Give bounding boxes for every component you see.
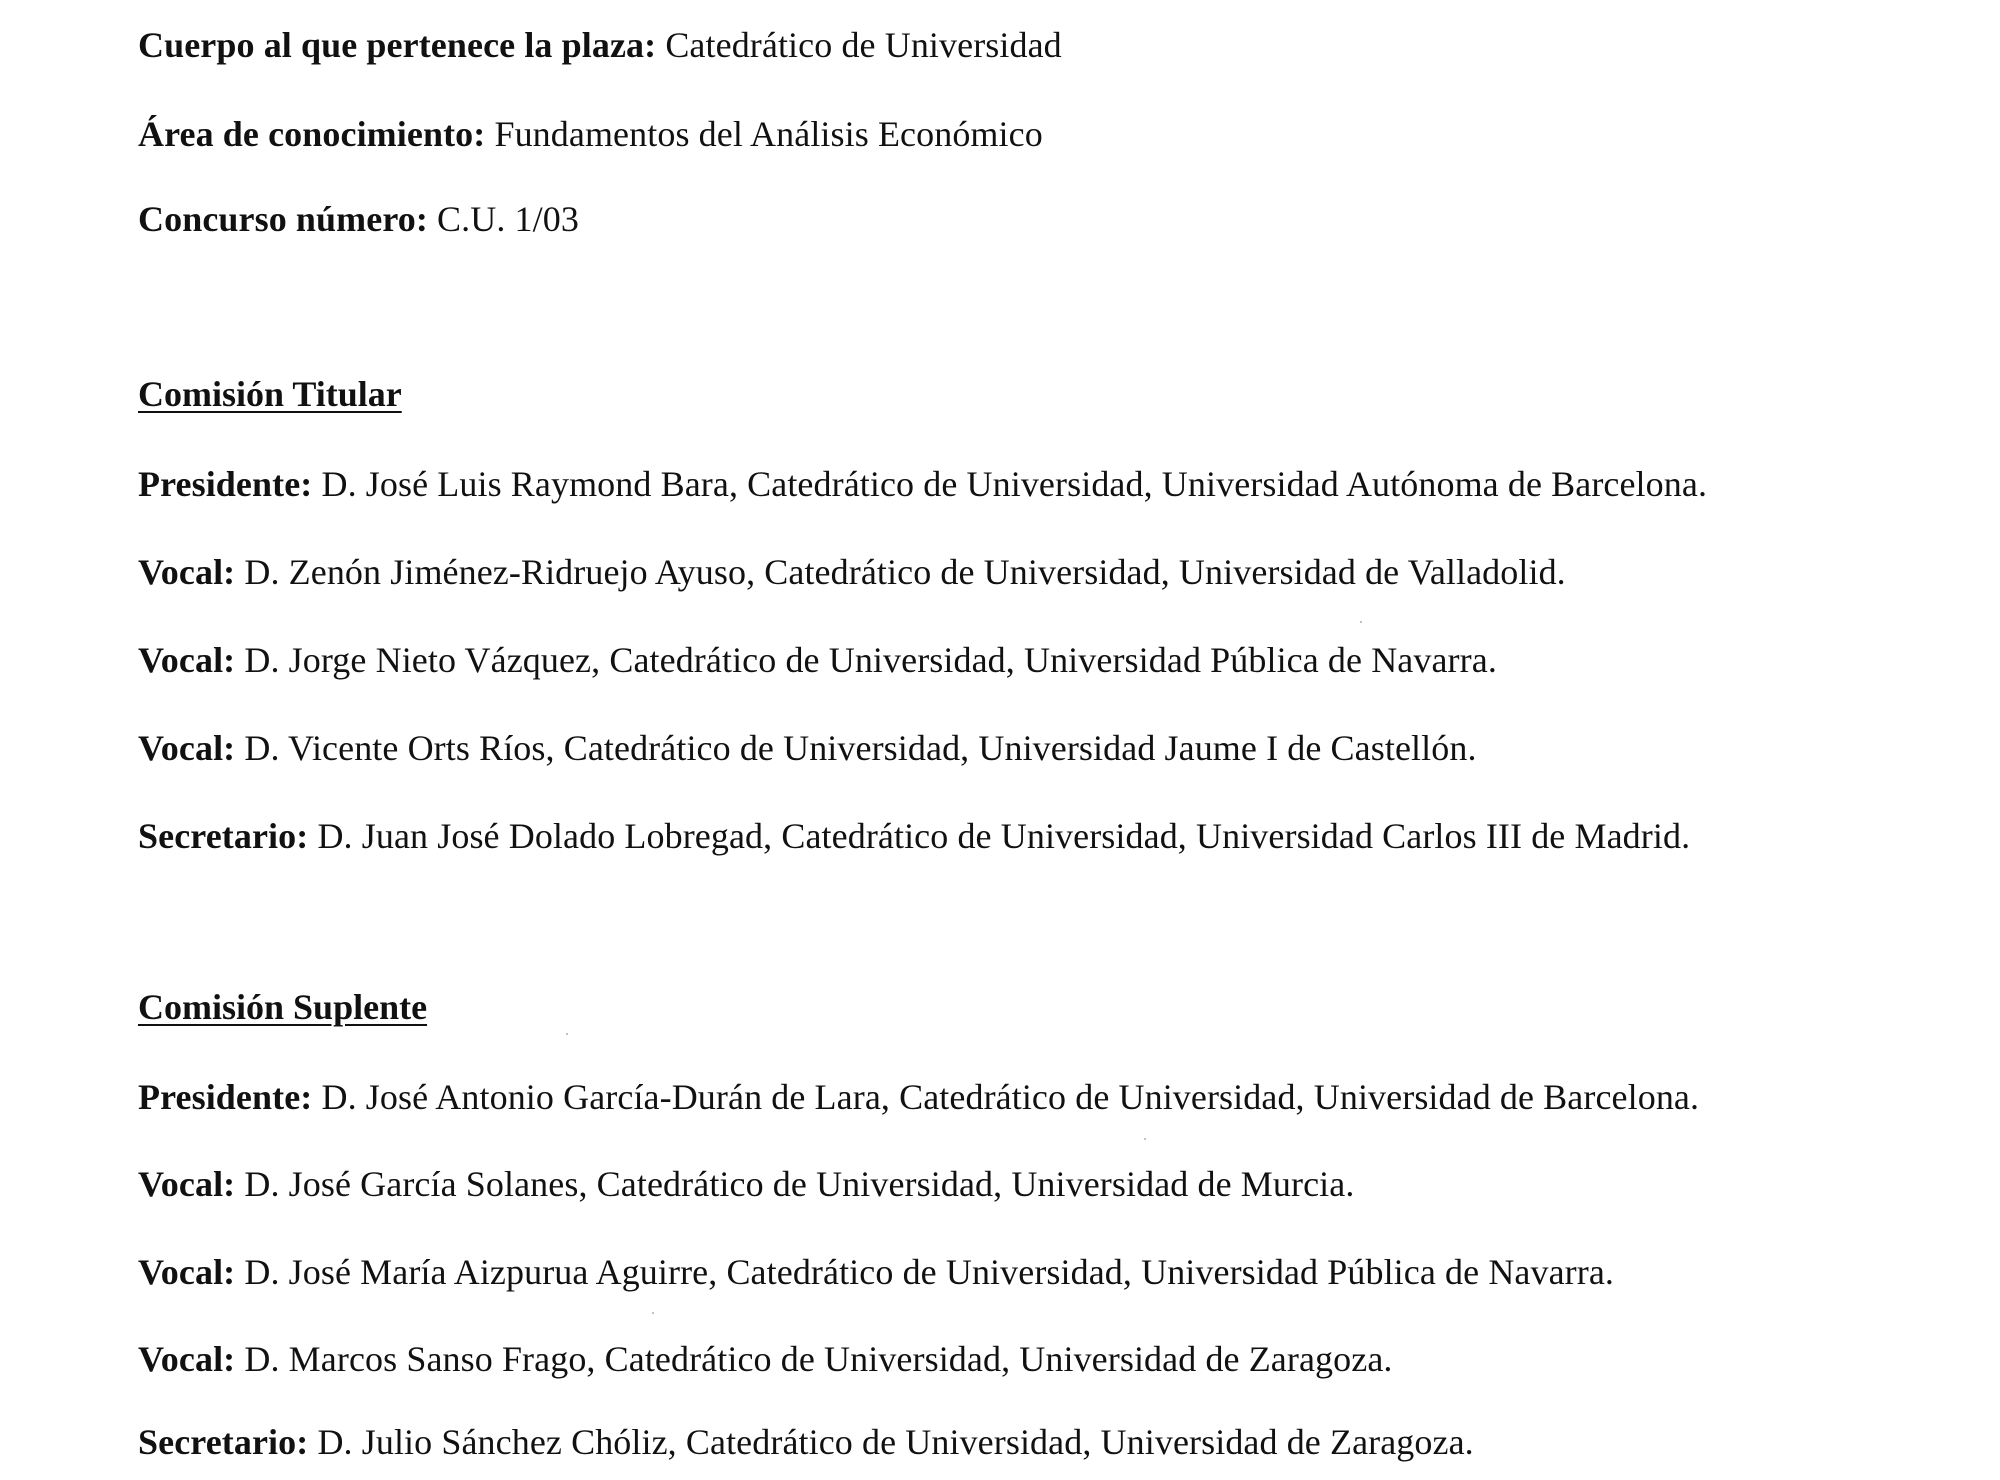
area-line <box>138 112 1043 156</box>
suplente-member <box>138 1337 1393 1381</box>
cuerpo-value: Catedrático de Universidad <box>656 25 1062 65</box>
member-text: D. Marcos Sanso Frago, Catedrático de Universidad, Universidad de Zaragoza. <box>235 1339 1393 1379</box>
area-value: Fundamentos del Análisis Económico <box>485 114 1043 154</box>
member-text: D. José Antonio García-Durán de Lara, Catedrático de Universidad, Universidad de Barcelona. <box>312 1077 1700 1117</box>
scan-speck <box>566 1033 568 1035</box>
titular-member <box>138 726 1477 770</box>
suplente-heading: Comisión Suplente <box>138 987 428 1027</box>
scan-speck <box>1360 621 1362 623</box>
concurso-line <box>138 197 579 241</box>
member-text: D. Jorge Nieto Vázquez, Catedrático de Universidad, Universidad Pública de Navarra. <box>235 640 1497 680</box>
scan-speck <box>1144 1138 1146 1140</box>
member-text: D. Zenón Jiménez-Ridruejo Ayuso, Catedrático de Universidad, Universidad de Valladolid. <box>235 552 1566 592</box>
member-text: D. José García Solanes, Catedrático de Universidad, Universidad de Murcia. <box>235 1164 1355 1204</box>
member-role: Vocal: <box>138 1252 236 1292</box>
concurso-value: C.U. 1/03 <box>427 199 579 239</box>
cuerpo-label: Cuerpo al que pertenece la plaza: <box>138 25 657 65</box>
member-role: Vocal: <box>138 640 236 680</box>
scan-speck <box>652 1312 654 1314</box>
member-role: Vocal: <box>138 1164 236 1204</box>
member-role: Vocal: <box>138 728 236 768</box>
titular-member <box>138 814 1690 858</box>
member-text: D. Julio Sánchez Chóliz, Catedrático de Universidad, Universidad de Zaragoza. <box>308 1422 1474 1462</box>
member-text: D. Juan José Dolado Lobregad, Catedrático de Universidad, Universidad Carlos III de Madrid. <box>308 816 1691 856</box>
concurso-label: Concurso número: <box>138 199 428 239</box>
member-role: Secretario: <box>138 1422 309 1462</box>
member-role: Vocal: <box>138 552 236 592</box>
member-role: Presidente: <box>138 464 313 504</box>
member-role: Vocal: <box>138 1339 236 1379</box>
suplente-member <box>138 1420 1474 1464</box>
titular-member <box>138 462 1707 506</box>
titular-member <box>138 638 1497 682</box>
cuerpo-line <box>138 23 1062 67</box>
area-label: Área de conocimiento: <box>138 114 486 154</box>
suplente-member <box>138 1162 1354 1206</box>
suplente-member <box>138 1075 1699 1119</box>
member-text: D. José María Aizpurua Aguirre, Catedrático de Universidad, Universidad Pública de Navarra. <box>235 1252 1615 1292</box>
member-text: D. Vicente Orts Ríos, Catedrático de Universidad, Universidad Jaume I de Castellón. <box>235 728 1477 768</box>
titular-member <box>138 550 1566 594</box>
suplente-member <box>138 1250 1614 1294</box>
titular-heading: Comisión Titular <box>138 374 402 414</box>
member-text: D. José Luis Raymond Bara, Catedrático de Universidad, Universidad Autónoma de Barcelona. <box>312 464 1708 504</box>
member-role: Presidente: <box>138 1077 313 1117</box>
member-role: Secretario: <box>138 816 309 856</box>
